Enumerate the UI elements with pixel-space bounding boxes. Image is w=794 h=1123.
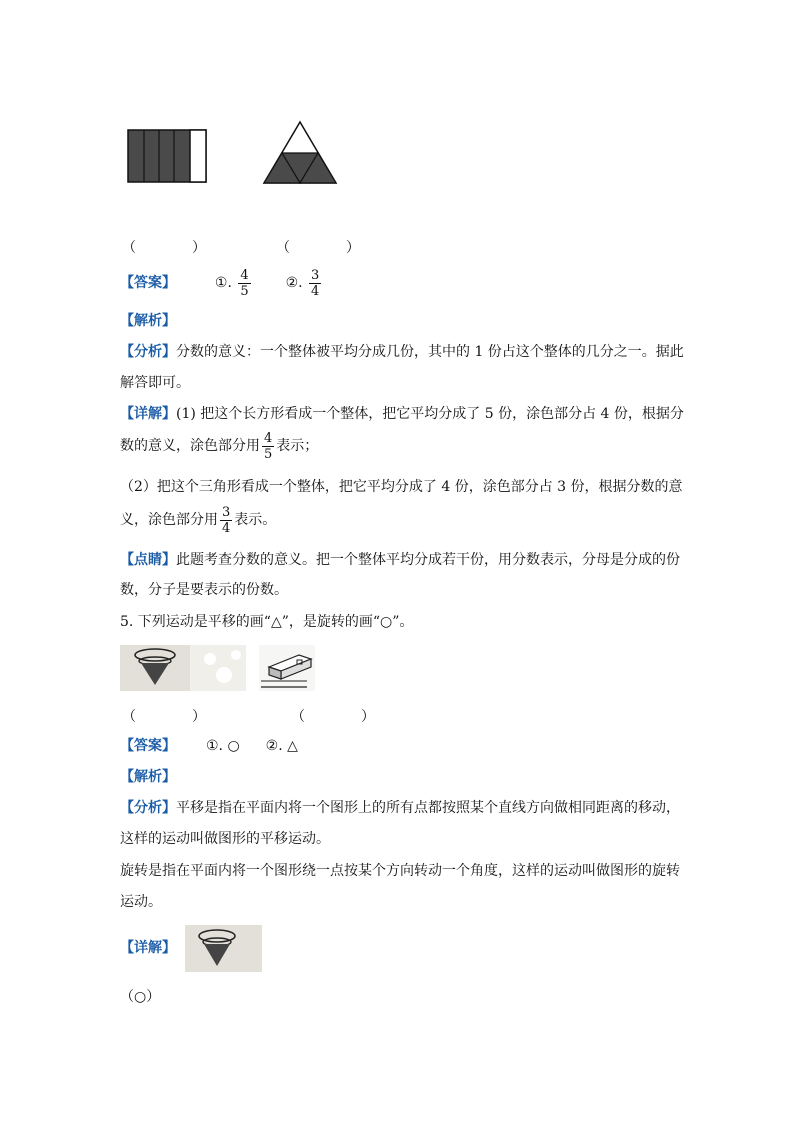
- q5-answer-line: 【答案】 ①. ○ ②. △: [120, 738, 298, 754]
- q5-analysis-line1: 【分析】平移是指在平面内将一个图形上的所有点都按照某个直线方向做相同距离的移动，: [120, 800, 680, 816]
- answer-tag: 【答案】: [120, 275, 176, 291]
- answer-2-fraction: $\frac{3}{4}$: [311, 267, 320, 299]
- q5-analysis-line2: 这样的运动叫做图形的平移运动。: [120, 831, 330, 847]
- detail-2-fraction: $\frac{3}{4}$: [222, 504, 231, 536]
- q4-analysis-line1: 【分析】分数的意义：一个整体被平均分成几份，其中的 1 份占这个整体的几分之一。据此: [120, 344, 684, 360]
- q5-blank-1: （ ）: [122, 709, 206, 725]
- answer-1-fraction: $\frac{4}{5}$: [240, 267, 249, 299]
- blank-2: （ ）: [276, 240, 360, 256]
- q5-detail-tag: 【详解】: [120, 940, 176, 956]
- q4-answer-line: [120, 263, 323, 303]
- jiexi-tag: 【解析】: [120, 313, 176, 329]
- q5-rotate-line1: 旋转是指在平面内将一个图形绕一点按某个方向转动一个角度，这样的运动叫做图形的旋转: [120, 863, 680, 879]
- q4-detail-line3: （2）把这个三角形看成一个整体，把它平均分成了 4 份，涂色部分占 3 份，根据分数的意: [120, 479, 683, 495]
- detail-1-fraction: $\frac{4}{5}$: [264, 430, 273, 462]
- q5-blank-2: （ ）: [291, 709, 375, 725]
- q4-detail-line2: 数的意义，涂色部分用 $\frac{4}{5}$ 表示；: [120, 430, 319, 462]
- q5-rotate-line2: 运动。: [120, 894, 162, 910]
- answer-1-prefix: ①.: [214, 275, 232, 291]
- blank-1: （ ）: [122, 240, 206, 256]
- q4-comment-line1: 【点睛】此题考查分数的意义。把一个整体平均分成若干份，用分数表示，分母是分成的份: [120, 552, 680, 568]
- spinning-top-image-small: [185, 925, 262, 972]
- answer-2-prefix: ②.: [285, 275, 303, 291]
- rectangle-fraction-figure: [127, 129, 209, 185]
- q5-result: （○）: [120, 989, 161, 1005]
- q4-comment-line2: 数，分子是要表示的份数。: [120, 582, 288, 598]
- q4-detail-line4: 义，涂色部分用 $\frac{3}{4}$ 表示。: [120, 504, 277, 536]
- q5-question: 5. 下列运动是平移的画“△”，是旋转的画“○”。: [120, 614, 414, 630]
- q4-analysis-line2: 解答即可。: [120, 375, 190, 391]
- q5-jiexi-tag: 【解析】: [120, 769, 176, 785]
- triangle-fraction-figure: [262, 120, 340, 186]
- drawer-image: [259, 645, 315, 691]
- spinning-top-image: [120, 645, 246, 691]
- q4-detail-line1: 【详解】(1) 把这个长方形看成一个整体，把它平均分成了 5 份，涂色部分占 4 份，根据分: [120, 406, 684, 422]
